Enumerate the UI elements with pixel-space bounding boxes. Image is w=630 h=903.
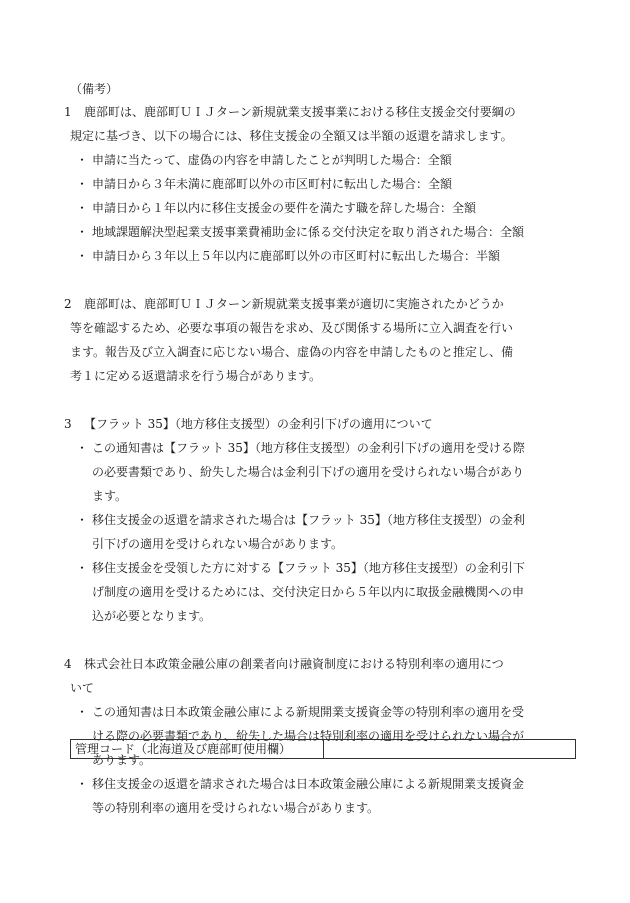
remark-section-line [64, 412, 584, 436]
remark-bullet-text: あります。 [92, 753, 152, 767]
remarks-body [64, 78, 584, 820]
remark-bullet-text: 移住支援金の返還を請求された場合は【フラット 35】（地方移住支援型）の金利 [92, 513, 525, 527]
management-code-label: 管理コード（北海道及び鹿部町使用欄） [71, 740, 324, 759]
remark-section-line [64, 340, 584, 364]
remark-section-line [64, 364, 584, 388]
remark-section-number: 4 [64, 657, 72, 671]
remark-section-line [64, 124, 584, 148]
remark-section-line [64, 316, 584, 340]
remark-section-2 [64, 292, 584, 388]
remark-section-text: 等を確認するため、必要な事項の報告を求め、及び関係する場所に立入調査を行い [70, 321, 514, 335]
remark-section-line [64, 100, 584, 124]
remark-bullet-text: ける際の必要書類であり、紛失した場合は特別利率の適用を受けられない場合が [92, 729, 525, 743]
remark-bullet-text: ます。 [92, 489, 128, 503]
remark-section-text: 鹿部町は、鹿部町ＵＩＪターン新規就業支援事業における移住支援金交付要綱の [84, 105, 516, 119]
remark-bullet-item [64, 508, 584, 556]
remark-section-number: 3 [64, 417, 72, 431]
remark-bullet-text: この通知書は日本政策金融公庫による新規開業支援資金等の特別利率の適用を受 [92, 705, 525, 719]
remarks-sections [64, 100, 584, 820]
bullet-mark: ・ [76, 153, 89, 167]
remark-section-4 [64, 652, 584, 820]
bullet-mark: ・ [76, 777, 89, 791]
management-code-value-cell[interactable] [324, 740, 576, 759]
remark-bullet-item [64, 772, 584, 820]
remark-bullet-item [64, 220, 584, 244]
remark-section-line [64, 676, 584, 700]
remark-bullet-item [64, 172, 584, 196]
remark-bullet-item [64, 436, 584, 508]
remark-bullet-item [64, 148, 584, 172]
remark-bullet-item [64, 244, 584, 268]
remark-bullet-list [64, 700, 584, 820]
remarks-heading: （備考） [70, 82, 119, 96]
remark-section-number: 1 [64, 105, 72, 119]
remark-bullet-text: 等の特別利率の適用を受けられない場合があります。 [92, 801, 380, 815]
remark-section-text: 【フラット 35】（地方移住支援型）の金利引下げの適用について [84, 417, 433, 431]
remark-section-text: 株式会社日本政策金融公庫の創業者向け融資制度における特別利率の適用につ [84, 657, 504, 671]
remark-bullet-list [64, 436, 584, 628]
bullet-mark: ・ [76, 513, 89, 527]
remark-bullet-item [64, 196, 584, 220]
bullet-mark: ・ [76, 561, 89, 575]
bullet-mark: ・ [76, 177, 89, 191]
remark-section-text: 規定に基づき、以下の場合には、移住支援金の全額又は半額の返還を請求します。 [70, 129, 513, 143]
bullet-mark: ・ [76, 201, 89, 215]
remark-bullet-text: 移住支援金を受領した方に対する【フラット 35】（地方移住支援型）の金利引下 [92, 561, 525, 575]
remark-section-text: ます。報告及び立入調査に応じない場合、虚偽の内容を申請したものと推定し、備 [70, 345, 514, 359]
remark-bullet-text: この通知書は【フラット 35】（地方移住支援型）の金利引下げの適用を受ける際 [92, 441, 525, 455]
management-code-row [71, 740, 576, 759]
remark-bullet-list [64, 148, 584, 268]
remark-bullet-text: 申請日から３年未満に鹿部町以外の市区町村に転出した場合：全額 [92, 177, 453, 191]
remark-bullet-text: 申請日から３年以上５年以内に鹿部町以外の市区町村に転出した場合：半額 [92, 249, 501, 263]
remark-bullet-text: 申請日から１年以内に移住支援金の要件を満たす職を辞した場合：全額 [92, 201, 477, 215]
remark-section-1 [64, 100, 584, 268]
remark-bullet-text: げ制度の適用を受けるためには、交付決定日から５年以内に取扱金融機関への申 [92, 585, 525, 599]
remark-section-line [64, 292, 584, 316]
remark-bullet-text: 込が必要となります。 [92, 609, 212, 623]
remark-bullet-text: 引下げの適用を受けられない場合があります。 [92, 537, 344, 551]
bullet-mark: ・ [76, 705, 89, 719]
bullet-mark: ・ [76, 249, 89, 263]
bullet-mark: ・ [76, 225, 89, 239]
remark-section-line [64, 652, 584, 676]
remark-bullet-item [64, 700, 584, 772]
remark-section-number: 2 [64, 297, 72, 311]
remark-bullet-text: 申請に当たって、虚偽の内容を申請したことが判明した場合：全額 [92, 153, 452, 167]
remark-section-text: 考１に定める返還請求を行う場合があります。 [70, 369, 322, 383]
management-code-table [70, 739, 576, 759]
remark-bullet-text: の必要書類であり、紛失した場合は金利引下げの適用を受けられない場合があり [92, 465, 525, 479]
remark-section-text: 鹿部町は、鹿部町ＵＩＪターン新規就業支援事業が適切に実施されたかどうか [84, 297, 504, 311]
remark-section-text: いて [70, 681, 95, 695]
remark-section-3 [64, 412, 584, 628]
remark-bullet-text: 地域課題解決型起業支援事業費補助金に係る交付決定を取り消された場合：全額 [92, 225, 525, 239]
bullet-mark: ・ [76, 441, 89, 455]
remark-bullet-text: 移住支援金の返還を請求された場合は日本政策金融公庫による新規開業支援資金 [92, 777, 525, 791]
remark-bullet-item [64, 556, 584, 628]
